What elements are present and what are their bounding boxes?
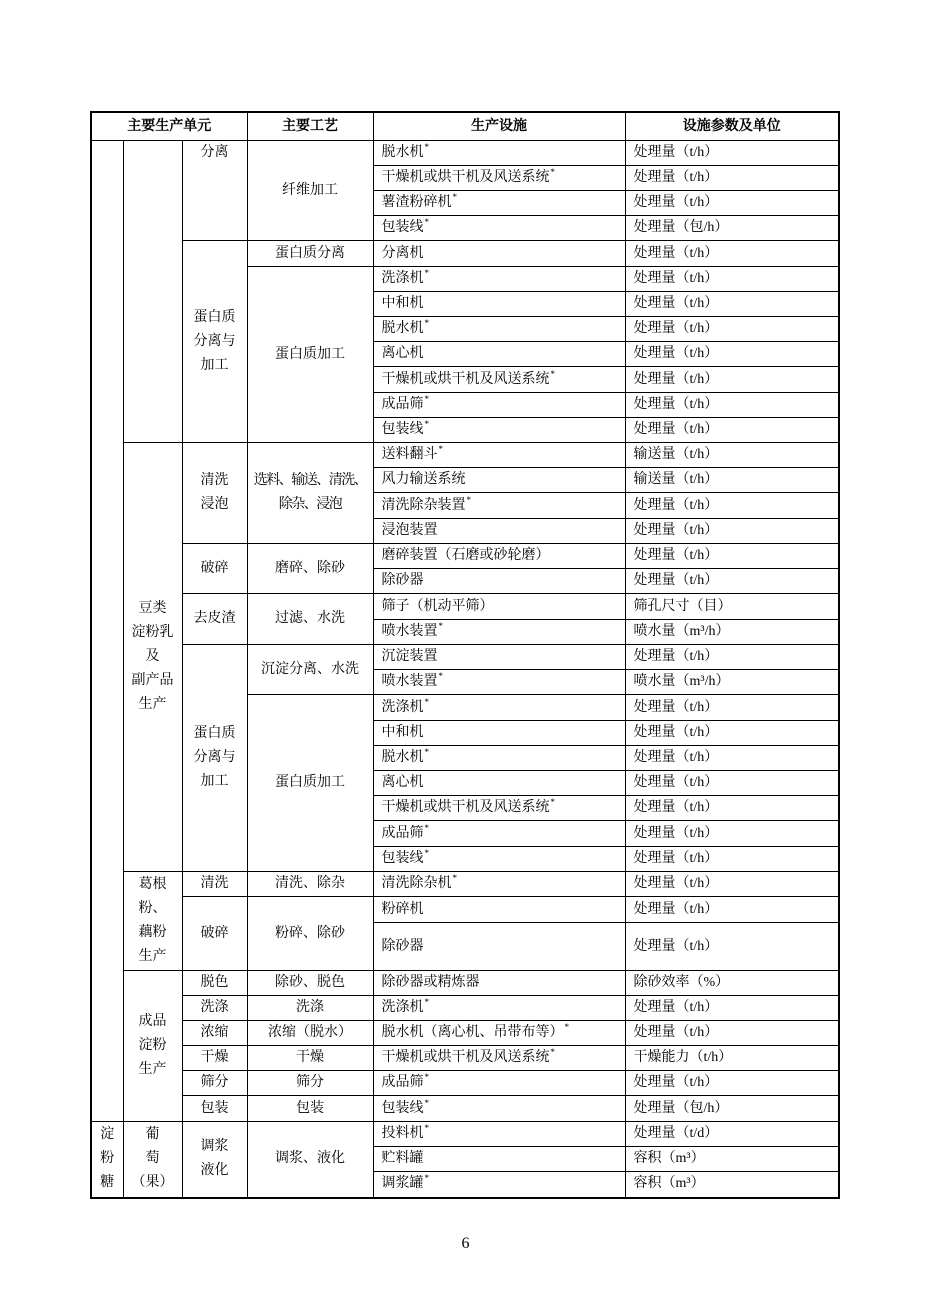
facility-name: 除砂器或精炼器 [381,975,480,990]
production-subunit-cell: 葡 萄 （果） [123,1122,182,1198]
main-process-cell: 选料、输送、清洗、 除杂、浸泡 [247,443,373,544]
facility-cell [373,746,625,771]
facility-cell [373,317,625,342]
facility-name: 粉碎机 [381,901,424,917]
facility-name: 包装线 [381,422,424,437]
facility-name: 送料翻斗 [381,447,438,462]
facility-name: 洗涤机 [381,271,424,286]
facility-parameter-cell: 处理量（t/h） [625,241,839,267]
facility-name: 薯渣粉碎机 [381,195,452,210]
facility-name: 贮料罐 [381,1151,424,1166]
facility-parameter-cell: 除砂效率（%） [625,971,839,996]
facility-name: 清洗除杂机 [381,876,452,891]
main-process-cell: 蛋白质加工 [247,695,373,872]
facility-cell [373,1147,625,1172]
facility-parameter-cell: 处理量（t/h） [625,292,839,317]
table-row [91,241,839,267]
table-row [91,1071,839,1096]
key-facility-mark: * [424,142,429,152]
facility-table [90,111,840,1199]
key-facility-mark: * [550,1047,555,1057]
facility-cell [373,443,625,468]
process-stage-cell: 蛋白质 分离与 加工 [182,645,247,872]
production-subunit-cell: 葛根 粉、 藕粉 生产 [123,872,182,971]
key-facility-mark: * [550,368,555,379]
facility-parameter-cell: 处理量（t/h） [625,872,839,897]
main-process-cell: 洗涤 [247,996,373,1021]
table-header [91,112,839,141]
facility-parameter-cell: 容积（m³） [625,1147,839,1172]
facility-parameter-cell: 处理量（t/h） [625,821,839,847]
table-row [91,1021,839,1046]
facility-cell [373,367,625,393]
facility-cell [373,620,625,645]
facility-cell [373,493,625,519]
key-facility-mark: * [424,318,429,328]
facility-name: 洗涤机 [381,1000,424,1015]
facility-parameter-cell: 处理量（t/h） [625,141,839,166]
facility-name: 干燥机或烘干机及风送系统 [381,371,550,387]
facility-parameter-cell: 处理量（t/h） [625,569,839,594]
table-row [91,897,839,923]
key-facility-mark: * [424,1072,429,1082]
facility-cell [373,695,625,721]
facility-name: 包装线 [381,220,424,235]
facility-parameter-cell: 筛孔尺寸（目） [625,594,839,620]
main-process-cell: 蛋白质加工 [247,267,373,443]
facility-name: 脱水机（离心机、吊带布等） [381,1025,564,1040]
key-facility-mark: * [424,696,429,707]
process-stage-cell: 破碎 [182,897,247,971]
facility-cell [373,569,625,594]
facility-name: 投料机 [381,1126,424,1141]
process-stage-cell: 脱色 [182,971,247,996]
facility-parameter-cell: 处理量（t/h） [625,317,839,342]
facility-name: 成品筛 [381,397,424,412]
facility-parameter-cell: 喷水量（m³/h） [625,670,839,695]
facility-parameter-cell: 处理量（t/h） [625,996,839,1021]
facility-cell [373,796,625,821]
key-facility-mark: * [424,1097,429,1108]
facility-name: 脱水机 [381,750,424,765]
facility-cell [373,544,625,569]
facility-name: 浸泡装置 [381,523,438,538]
main-process-cell: 除砂、脱色 [247,971,373,996]
table-row [91,594,839,620]
process-stage-cell: 清洗 [182,872,247,897]
facility-cell [373,872,625,897]
key-facility-mark: * [452,192,457,202]
key-facility-mark: * [438,671,443,681]
table-row [91,1046,839,1071]
facility-parameter-cell: 处理量（t/h） [625,897,839,923]
facility-name: 分离机 [381,245,424,261]
process-stage-cell: 蛋白质 分离与 加工 [182,241,247,443]
facility-cell [373,923,625,971]
facility-name: 成品筛 [381,1075,424,1090]
process-stage-cell: 分离 [182,141,247,241]
production-unit-cell: 淀 粉 糖 [91,1122,123,1198]
facility-parameter-cell: 处理量（t/h） [625,923,839,971]
facility-parameter-cell: 处理量（t/h） [625,544,839,569]
table-row [91,996,839,1021]
facility-parameter-cell: 输送量（t/h） [625,443,839,468]
facility-cell [373,191,625,216]
facility-parameter-cell: 输送量（t/h） [625,468,839,493]
facility-name: 干燥机或烘干机及风送系统 [381,1050,550,1065]
key-facility-mark: * [424,268,429,278]
key-facility-mark: * [424,419,429,429]
table-body [91,141,839,1198]
facility-cell [373,897,625,923]
facility-parameter-cell: 处理量（t/h） [625,721,839,746]
facility-name: 沉淀装置 [381,649,438,664]
facility-cell [373,721,625,746]
production-subunit-cell: 成品 淀粉 生产 [123,971,182,1122]
facility-cell [373,141,625,166]
facility-name: 中和机 [381,725,424,740]
facility-cell [373,847,625,872]
facility-name: 除砂器 [381,573,424,588]
main-process-cell: 浓缩（脱水） [247,1021,373,1046]
facility-cell [373,468,625,493]
facility-cell [373,1071,625,1096]
facility-name: 喷水装置 [381,624,438,639]
facility-name: 干燥机或烘干机及风送系统 [381,170,550,185]
facility-parameter-cell: 处理量（t/h） [625,342,839,367]
facility-name: 干燥机或烘干机及风送系统 [381,800,550,815]
table-row [91,1122,839,1147]
key-facility-mark: * [424,1123,429,1133]
main-process-cell: 过滤、水洗 [247,594,373,645]
table-row [91,141,839,166]
facility-name: 磨碎装置（石磨或砂轮磨） [381,548,550,563]
facility-parameter-cell: 处理量（t/h） [625,847,839,872]
facility-parameter-cell: 处理量（t/h） [625,519,839,544]
facility-cell [373,996,625,1021]
facility-cell [373,267,625,292]
main-process-cell: 清洗、除杂 [247,872,373,897]
facility-cell [373,1096,625,1122]
process-stage-cell: 破碎 [182,544,247,594]
facility-name: 脱水机 [381,145,424,160]
facility-name: 筛子（机动平筛） [381,598,494,614]
key-facility-mark: * [550,167,555,177]
facility-parameter-cell: 处理量（t/h） [625,771,839,796]
key-facility-mark: * [438,444,443,454]
main-process-cell: 磨碎、除砂 [247,544,373,594]
facility-parameter-cell: 处理量（t/h） [625,796,839,821]
main-process-cell: 筛分 [247,1071,373,1096]
table-row [91,1096,839,1122]
facility-parameter-cell: 喷水量（m³/h） [625,620,839,645]
facility-name: 中和机 [381,296,424,311]
key-facility-mark: * [564,1022,569,1032]
main-process-cell: 纤维加工 [247,141,373,241]
facility-cell [373,1021,625,1046]
header-production-facility: 生产设施 [373,112,625,141]
facility-cell [373,771,625,796]
header-facility-parameter: 设施参数及单位 [625,112,839,141]
main-process-cell: 蛋白质分离 [247,241,373,267]
facility-cell [373,971,625,996]
facility-name: 洗涤机 [381,699,424,715]
key-facility-mark: * [438,621,443,631]
process-stage-cell: 包装 [182,1096,247,1122]
header-main-process: 主要工艺 [247,112,373,141]
facility-parameter-cell: 容积（m³） [625,1172,839,1198]
facility-name: 脱水机 [381,321,424,336]
main-process-cell: 包装 [247,1096,373,1122]
production-subunit-cell: 豆类 淀粉乳 及 副产品 生产 [123,443,182,872]
facility-cell [373,1122,625,1147]
key-facility-mark: * [452,873,457,883]
facility-cell [373,670,625,695]
facility-cell [373,519,625,544]
facility-cell [373,645,625,670]
main-process-cell: 沉淀分离、水洗 [247,645,373,695]
process-stage-cell: 干燥 [182,1046,247,1071]
facility-parameter-cell: 处理量（t/h） [625,166,839,191]
process-stage-cell: 调浆 液化 [182,1122,247,1198]
facility-parameter-cell: 处理量（t/h） [625,645,839,670]
facility-cell [373,166,625,191]
key-facility-mark: * [424,1173,429,1184]
process-stage-cell: 浓缩 [182,1021,247,1046]
main-process-cell: 调浆、液化 [247,1122,373,1198]
facility-parameter-cell: 干燥能力（t/h） [625,1046,839,1071]
facility-parameter-cell: 处理量（t/h） [625,191,839,216]
facility-parameter-cell: 处理量（t/h） [625,746,839,771]
facility-parameter-cell: 处理量（t/h） [625,393,839,418]
facility-parameter-cell: 处理量（t/h） [625,1071,839,1096]
key-facility-mark: * [424,217,429,227]
facility-name: 清洗除杂装置 [381,497,466,513]
facility-name: 包装线 [381,851,424,866]
facility-name: 风力输送系统 [381,472,466,487]
key-facility-mark: * [466,494,471,505]
key-facility-mark: * [424,747,429,757]
header-row [91,112,839,141]
key-facility-mark: * [424,822,429,833]
facility-name: 包装线 [381,1100,424,1116]
process-stage-cell: 清洗 浸泡 [182,443,247,544]
facility-cell [373,342,625,367]
facility-name: 离心机 [381,775,424,790]
production-subunit-cell [123,141,182,443]
key-facility-mark: * [424,394,429,404]
facility-parameter-cell: 处理量（t/h） [625,493,839,519]
facility-name: 离心机 [381,346,424,361]
facility-parameter-cell: 处理量（t/h） [625,695,839,721]
facility-parameter-cell: 处理量（t/h） [625,418,839,443]
table-row [91,971,839,996]
table-row [91,544,839,569]
key-facility-mark: * [424,997,429,1007]
facility-name: 调浆罐 [381,1176,424,1192]
facility-parameter-cell: 处理量（t/h） [625,267,839,292]
main-process-cell: 粉碎、除砂 [247,897,373,971]
facility-cell [373,292,625,317]
facility-name: 除砂器 [381,938,424,954]
facility-parameter-cell: 处理量（包/h） [625,1096,839,1122]
facility-cell [373,1046,625,1071]
key-facility-mark: * [550,797,555,807]
facility-cell [373,216,625,241]
facility-name: 喷水装置 [381,674,438,689]
facility-cell [373,418,625,443]
facility-cell [373,241,625,267]
process-stage-cell: 洗涤 [182,996,247,1021]
table-row [91,645,839,670]
table-row [91,443,839,468]
process-stage-cell: 筛分 [182,1071,247,1096]
facility-cell [373,594,625,620]
production-unit-cell [91,141,123,1122]
facility-parameter-cell: 处理量（包/h） [625,216,839,241]
facility-cell [373,393,625,418]
facility-cell [373,821,625,847]
facility-parameter-cell: 处理量（t/h） [625,1021,839,1046]
facility-cell [373,1172,625,1198]
facility-name: 成品筛 [381,825,424,841]
page-number: 6 [461,1235,470,1252]
key-facility-mark: * [424,848,429,858]
process-stage-cell: 去皮渣 [182,594,247,645]
facility-parameter-cell: 处理量（t/d） [625,1122,839,1147]
facility-parameter-cell: 处理量（t/h） [625,367,839,393]
table-row [91,872,839,897]
main-process-cell: 干燥 [247,1046,373,1071]
header-production-unit: 主要生产单元 [91,112,247,141]
